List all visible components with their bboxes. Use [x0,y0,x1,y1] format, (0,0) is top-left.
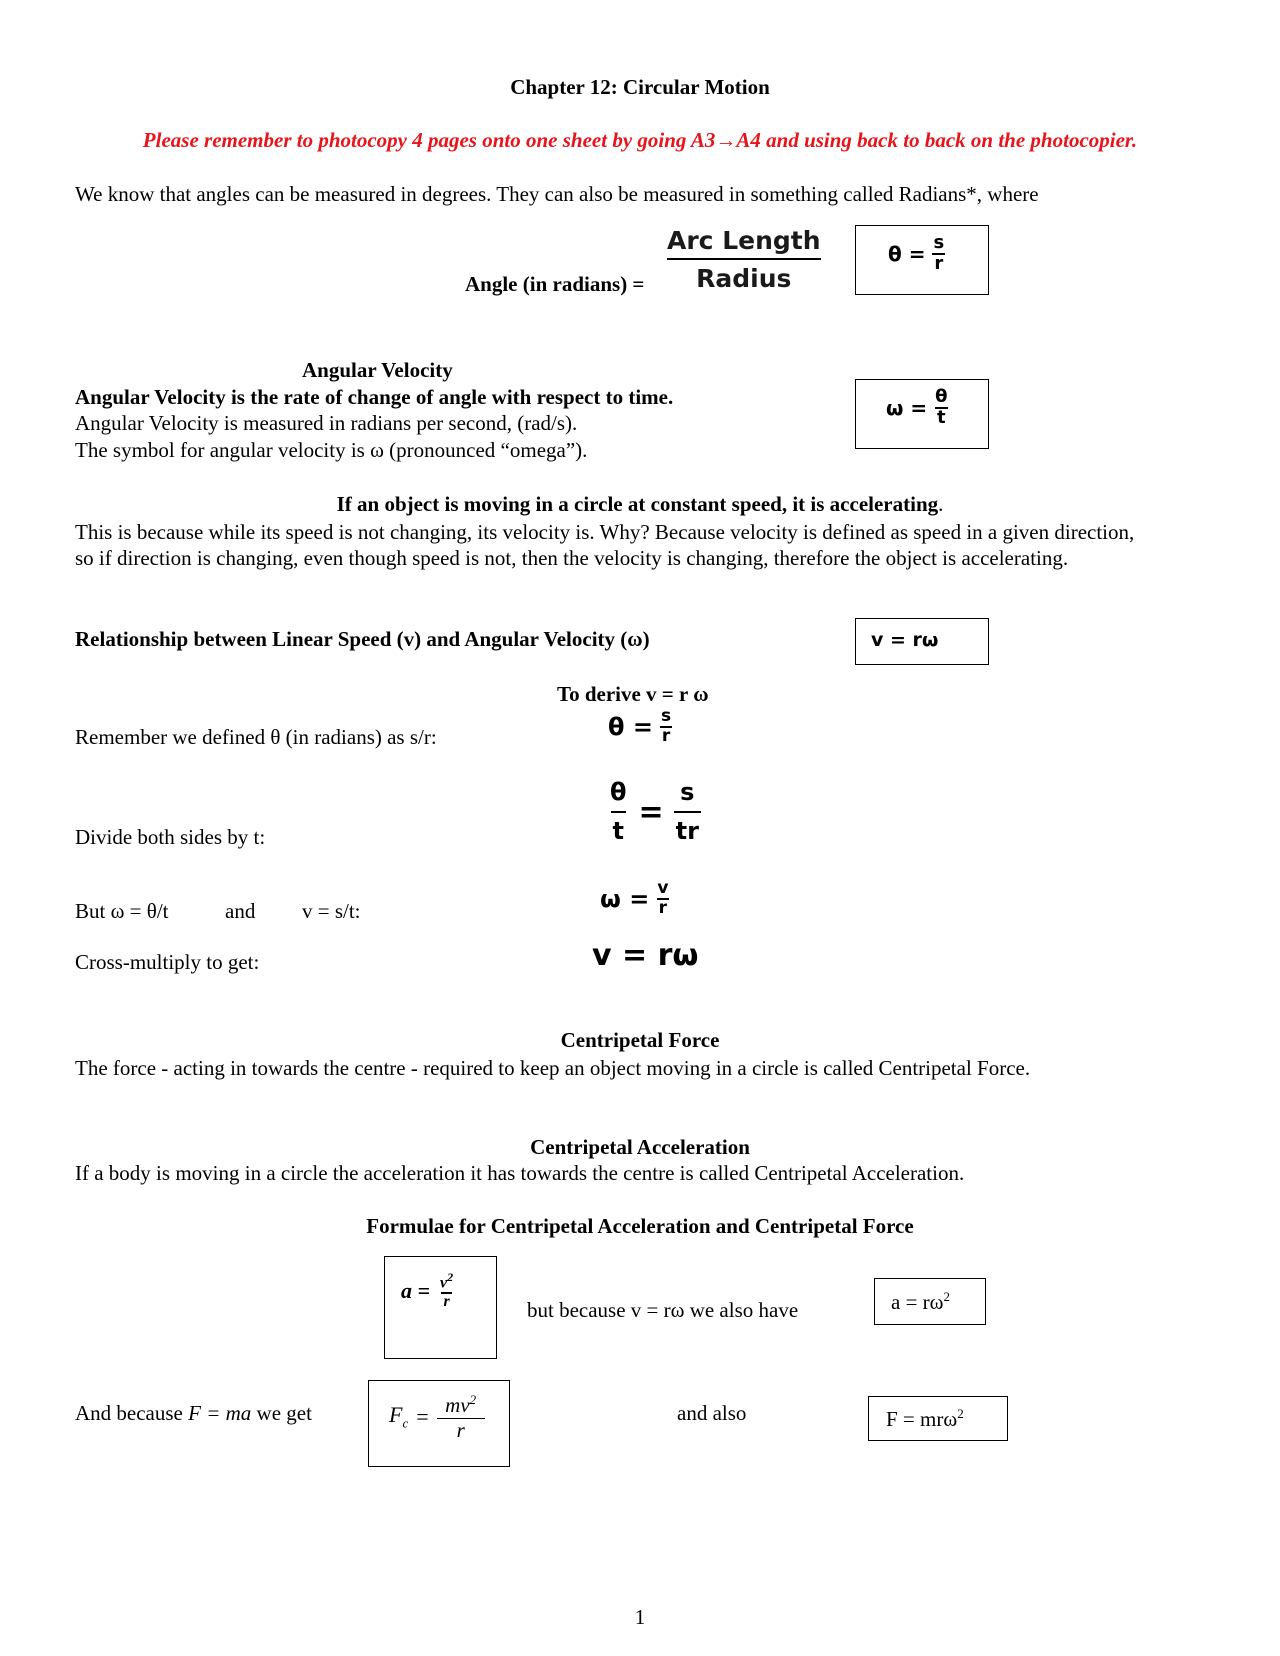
acceleration-heading: If an object is moving in a circle at constant speed, it is accelerating. [336,492,944,516]
centripetal-force-definition: The force - acting in towards the centre - required to keep an object moving in a circle is called Centripetal Force. [75,1056,1031,1080]
angular-velocity-units: Angular Velocity is measured in radians per second, (rad/s). [75,411,578,435]
derivation-step2-text: Divide both sides by t: [75,825,266,849]
f-denominator: r [437,1418,485,1441]
v-r-omega-formula: v = rω [871,629,939,651]
f-lhs: $F_c$ [389,1402,409,1431]
omega-formula-box [855,379,989,449]
intro-text: We know that angles can be measured in degrees. They can also be measured in something called Radians*, where [75,182,1039,206]
radians-fraction [665,228,823,293]
f-mr-omega-formula: F = mrω [886,1407,958,1431]
formulae-heading: Formulae for Centripetal Acceleration and Centripetal Force [366,1214,914,1238]
box-numerator: s [933,232,945,253]
radians-label: Angle (in radians) = [465,272,645,296]
derivation-step1-equation: θ = $\frac{s}{r}$ [608,706,672,746]
derivation-heading: To derive v = r ω [557,682,709,706]
omega-lhs: ω = [886,395,928,420]
force-intro-text: And because F = ma we get [75,1401,312,1425]
a-r-omega-squared-box: $a = r\omega^2$ [874,1278,986,1325]
box-denominator: r [934,252,944,274]
angular-velocity-heading: Angular Velocity [302,358,453,382]
a-numerator: v [440,1274,448,1292]
derivation-step3-text-b: and [225,899,256,923]
v-r-omega-box [855,618,989,665]
page-number: 1 [634,1605,646,1629]
acceleration-paragraph: This is because while its speed is not changing, its velocity is. Why? Because velocity is defined as speed in a given direction, so if direction is changing, even though speed is not, then the velocity is changing, therefore the object is accelerating. [75,520,1135,570]
because-text: but because v = rω we also have [527,1298,799,1322]
centripetal-acceleration-heading: Centripetal Acceleration [530,1135,750,1159]
angular-velocity-definition: Angular Velocity is the rate of change of angle with respect to time. [75,385,674,409]
a-denominator: r [443,1293,450,1311]
centripetal-acceleration-definition: If a body is moving in a circle the acceleration it has towards the centre is called Centripetal Acceleration. [75,1161,965,1185]
theta-lhs: θ = [888,241,926,266]
centripetal-force-heading: Centripetal Force [560,1028,720,1052]
omega-box-numerator: θ [935,386,948,407]
photocopy-notice: Please remember to photocopy 4 pages onto one sheet by going A3→A4 and using back to back on the photocopier. [142,128,1138,152]
radians-formula-box [855,225,989,295]
derivation-result: v = rω [592,938,699,973]
derivation-step2-equation: $\frac{\theta}{t}$ = $\frac{s}{tr}$ [610,778,699,846]
derivation-step3-equation: ω = $\frac{v}{r}$ [600,878,669,918]
derivation-step3-text-a: But ω = θ/t [75,899,169,923]
also-text: and also [677,1401,747,1425]
centripetal-acceleration-box: a = $\frac{v^2}{r}$ [384,1256,497,1359]
radius-label: Radius [667,258,821,292]
a-lhs: a = [401,1277,431,1303]
derivation-step4-text: Cross-multiply to get: [75,950,260,974]
arc-length-label: Arc Length [667,226,821,255]
derivation-step3-text-c: v = s/t: [302,899,361,923]
centripetal-force-box: $F_c$ = $\frac{mv^2}{r}$ [368,1380,510,1467]
page-title: Chapter 12: Circular Motion [510,75,770,99]
omega-box-denominator: t [936,406,946,428]
derivation-step1-text: Remember we defined θ (in radians) as s/r: [75,725,437,749]
f-mr-omega-squared-box: F = mrω$^2$ [868,1396,1008,1441]
relationship-heading: Relationship between Linear Speed (v) and Angular Velocity (ω) [75,627,650,651]
angular-velocity-symbol: The symbol for angular velocity is ω (pronounced “omega”). [75,438,588,462]
f-numerator: mv [445,1393,470,1417]
a-r-omega-formula: a = rω [891,1290,944,1314]
